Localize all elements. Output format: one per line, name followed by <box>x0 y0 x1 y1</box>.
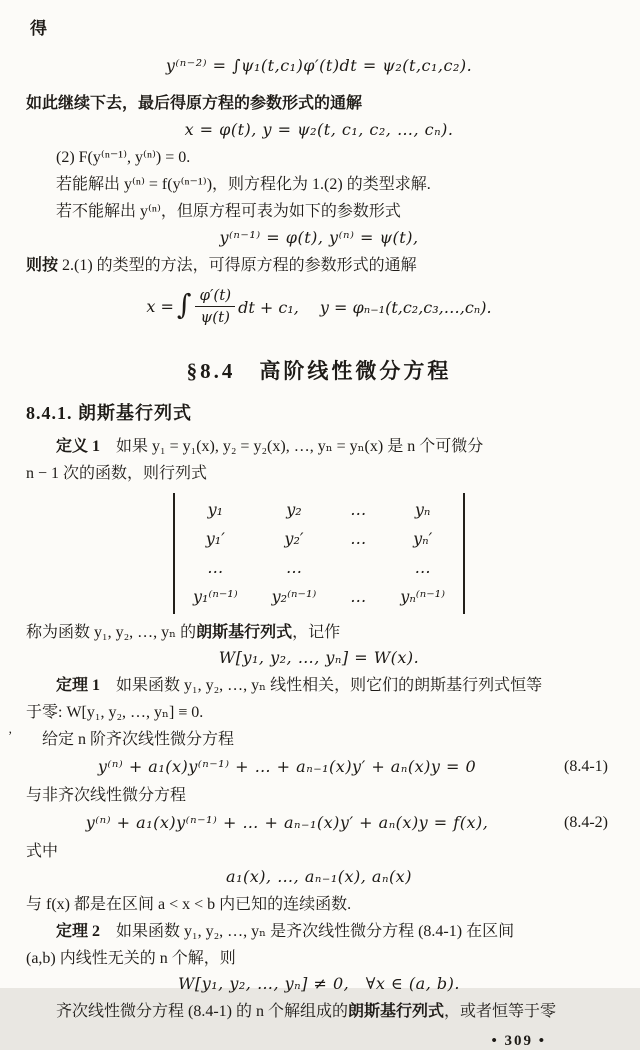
det-cell: y₂ <box>286 500 302 519</box>
para-final <box>26 1000 612 1023</box>
para-not-solvable: 若不能解出 y⁽ⁿ⁾，但原方程可表为如下的参数形式 <box>56 203 401 220</box>
det-cell: yₙ′ <box>413 529 433 548</box>
det-cell: … <box>350 587 367 606</box>
equation-842-formula: y⁽ⁿ⁾ + a₁(x)y⁽ⁿ⁻¹⁾ + … + aₙ₋₁(x)y′ + aₙ(x)y = f(x), <box>85 813 489 832</box>
given-text: 给定 n 阶齐次线性微分方程 <box>42 731 235 748</box>
formula-wronskian-nonzero: W[y₁, y₂, …, yₙ] ≠ 0, ∀x ∈ (a, b). <box>178 974 460 993</box>
equation-841-number: (8.4-1) <box>564 758 608 775</box>
para-continue: 如此继续下去，最后得原方程的参数形式的通解 <box>26 95 363 112</box>
equation-842-number: (8.4-2) <box>564 814 608 831</box>
para-continuous: 与 f(x) 都是在区间 a < x < b 内已知的连续函数. <box>26 896 352 913</box>
det-cell: yₙ <box>414 500 431 519</box>
para-nonhomogeneous: 与非齐次线性微分方程 <box>26 787 187 804</box>
equation-841-formula: y⁽ⁿ⁾ + a₁(x)y⁽ⁿ⁻¹⁾ + … + aₙ₋₁(x)y′ + aₙ(x)y = 0 <box>97 757 477 776</box>
para-method-term: 则按 <box>26 257 59 274</box>
det-cell: … <box>207 558 224 577</box>
formula-general-solution: x = φ(t), y = ψ₂(t, c₁, c₂, …, cₙ). <box>184 120 454 139</box>
definition1-text: 如果 y₁ = y₁(x), y₂ = y₂(x), …, yₙ = yₙ(x) 是 n 个可微分 <box>100 438 484 455</box>
final-pre: 齐次线性微分方程 (8.4-1) 的 n 个解组成的 <box>56 1003 348 1020</box>
page-number: • 309 • <box>491 1033 546 1049</box>
determinant-grid <box>173 493 465 614</box>
para-where: 式中 <box>26 843 59 860</box>
det-cell: y₂⁽ⁿ⁻¹⁾ <box>271 587 317 606</box>
para-theorem2-line2: (a,b) 内线性无关的 n 个解，则 <box>26 950 236 967</box>
formula-rhs: dt + c₁, y = φₙ₋₁(t,c₂,c₃,…,cₙ). <box>238 297 492 317</box>
formula-wronskian-notation: W[y₁, y₂, …, yₙ] = W(x). <box>218 648 420 667</box>
theorem1-term: 定理 1 <box>56 677 101 694</box>
para-definition1-line1 <box>26 435 612 458</box>
margin-mark: ’ <box>8 728 13 743</box>
det-cell: … <box>350 529 367 548</box>
det-cell: yₙ⁽ⁿ⁻¹⁾ <box>400 587 446 606</box>
det-cell: … <box>285 558 302 577</box>
para-solvable: 若能解出 y⁽ⁿ⁾ = f(y⁽ⁿ⁻¹⁾)，则方程化为 1.(2) 的类型求解. <box>56 176 431 193</box>
formula-integral-psi2: y⁽ⁿ⁻²⁾ = ∫ψ₁(t,c₁)φ′(t)dt = ψ₂(t,c₁,c₂). <box>165 56 473 75</box>
called-post: ，记作 <box>292 624 341 641</box>
final-wronskian-term: 朗斯基行列式 <box>348 1003 445 1020</box>
subsection-title: 8.4.1. 朗斯基行列式 <box>26 403 192 423</box>
para-theorem1-line1 <box>26 674 612 697</box>
det-cell: … <box>414 558 431 577</box>
section-title: §8.4 高阶线性微分方程 <box>186 359 452 383</box>
para-given <box>8 728 612 751</box>
fraction-denominator: ψ(t) <box>200 307 231 326</box>
para-method-text: 2.(1) 的类型的方法，可得原方程的参数形式的通解 <box>58 257 417 274</box>
det-cell: y₁⁽ⁿ⁻¹⁾ <box>192 587 238 606</box>
fraction <box>195 286 235 327</box>
para-definition1-line2: n − 1 次的函数，则行列式 <box>26 465 208 482</box>
det-cell: y₁′ <box>205 529 225 548</box>
det-cell: … <box>350 500 367 519</box>
equation-841 <box>26 754 612 780</box>
lead-word: 得 <box>30 19 47 38</box>
theorem2-term: 定理 2 <box>56 923 101 940</box>
fraction-numerator: φ′(t) <box>195 286 235 307</box>
formula-lhs: x = <box>146 296 174 316</box>
para-theorem2-line1 <box>26 920 612 943</box>
formula-coefficients: a₁(x), …, aₙ₋₁(x), aₙ(x) <box>226 867 412 886</box>
final-post: ，或者恒等于零 <box>444 1003 557 1020</box>
formula-integral-solution <box>26 283 612 329</box>
para-method <box>26 254 612 277</box>
para-case2: (2) F(y⁽ⁿ⁻¹⁾, y⁽ⁿ⁾) = 0. <box>56 149 191 166</box>
para-theorem1-line2: 于零: W[y₁, y₂, …, yₙ] ≡ 0. <box>26 704 204 721</box>
para-called-wronskian <box>26 621 612 644</box>
theorem1-text: 如果函数 y₁, y₂, …, yₙ 线性相关，则它们的朗斯基行列式恒等 <box>100 677 543 694</box>
definition1-term: 定义 1 <box>56 438 101 455</box>
wronskian-term: 朗斯基行列式 <box>196 624 293 641</box>
equation-842 <box>26 810 612 836</box>
theorem2-text: 如果函数 y₁, y₂, …, yₙ 是齐次线性微分方程 (8.4-1) 在区间 <box>100 923 515 940</box>
det-cell: y₂′ <box>284 529 304 548</box>
wronskian-determinant <box>26 493 612 614</box>
det-cell: y₁ <box>207 500 224 519</box>
called-pre: 称为函数 y₁, y₂, …, yₙ 的 <box>26 624 197 641</box>
formula-parametric-form: y⁽ⁿ⁻¹⁾ = φ(t), y⁽ⁿ⁾ = ψ(t), <box>219 228 419 247</box>
det-cell <box>350 558 366 578</box>
integral-sign: ∫ <box>176 287 192 321</box>
